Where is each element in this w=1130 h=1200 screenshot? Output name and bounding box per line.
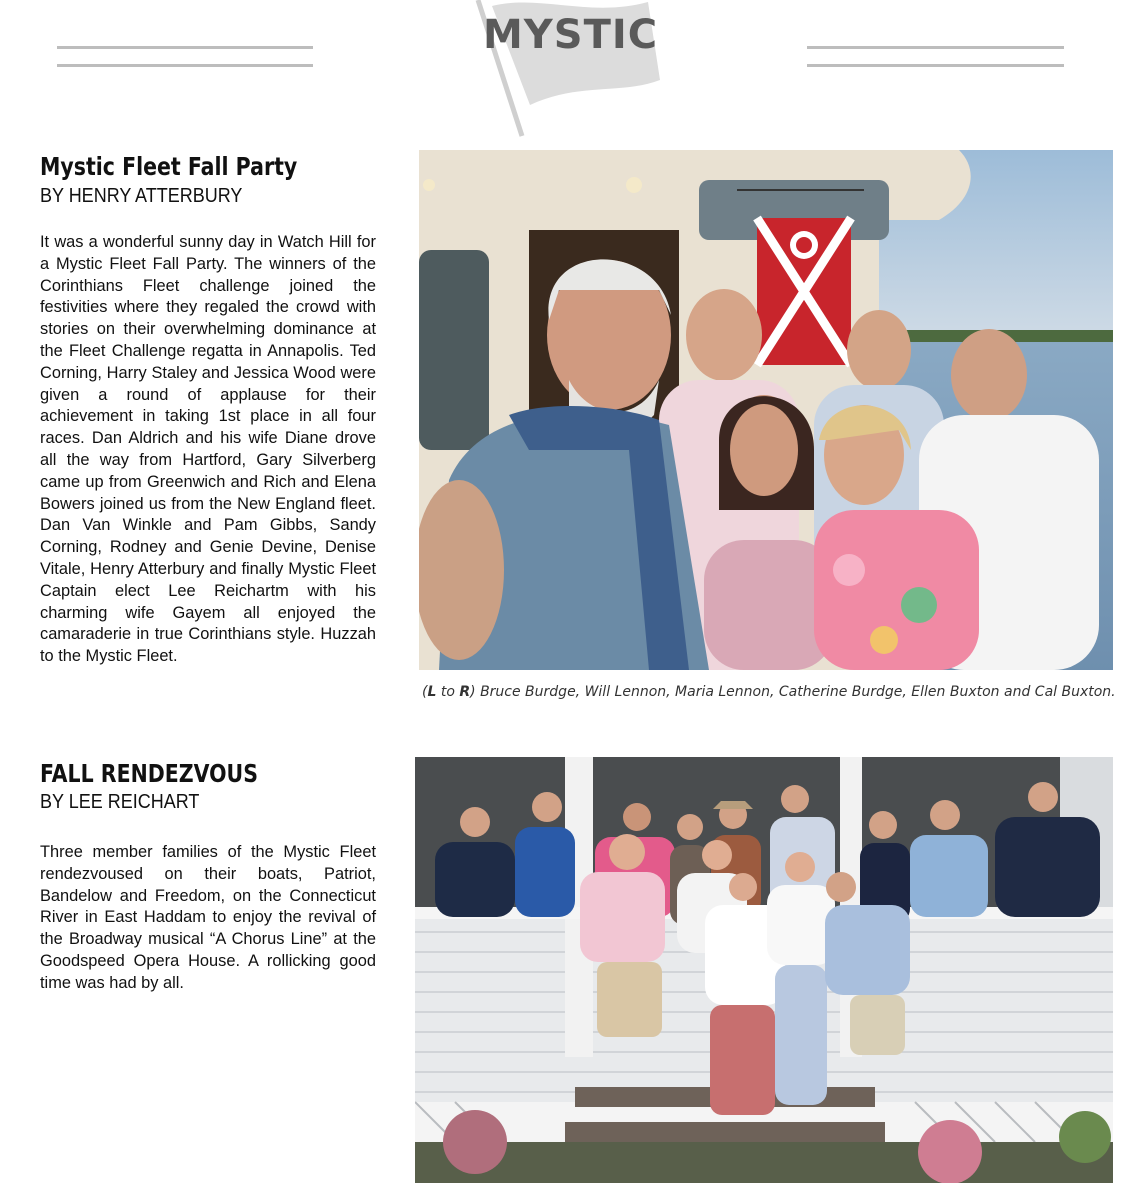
article-byline: BY HENRY ATTERBURY xyxy=(40,185,243,207)
caption-to-word: to xyxy=(440,684,455,700)
caption-left-letter: L xyxy=(427,684,437,700)
caption-right-letter: R xyxy=(459,684,471,700)
party-photo xyxy=(419,150,1113,670)
caption-names: Bruce Burdge, Will Lennon, Maria Lennon, Catherine Burdge, Ellen Buxton and Cal Buxton. xyxy=(480,684,1116,700)
masthead-title: MYSTIC xyxy=(483,12,659,58)
header-rule-left-top xyxy=(57,46,313,49)
page-header xyxy=(0,0,1130,140)
header-rule-right-bottom xyxy=(807,64,1064,67)
article-title: Mystic Fleet Fall Party xyxy=(40,152,298,181)
header-rule-left-bottom xyxy=(57,64,313,67)
photo-caption: (L to R) Bruce Burdge, Will Lennon, Maria Lennon, Catherine Burdge, Ellen Buxton and Cal Buxton. xyxy=(422,684,1116,700)
article-body: It was a wonderful sunny day in Watch Hill for a Mystic Fleet Fall Party. The winners of the Corinthians Fleet challenge joined the festivities where they regaled the crowd with stories on their overwhelming dominance at the Fleet Challenge regatta in Annapolis. Ted Corning, Harry Staley and Jessica Wood were given a round of applause for their achievement in taking 1st place in all four races. Dan Aldrich and his wife Diane drove all the way from Hartford, Gary Silverberg came up from Greenwich and Rich and Elena Bowers joined us from the New England fleet. Dan Van Winkle and Pam Gibbs, Sandy Corning, Rodney and Genie Devine, Denise Vitale, Henry Atterbury and finally Mystic Fleet Captain elect Lee Reichartm with his charming wife Gayem all enjoyed the camaraderie in true Corinthians style. Huzzah to the Mystic Fleet. xyxy=(40,233,376,666)
rendezvous-photo xyxy=(415,757,1113,1183)
header-rule-right-top xyxy=(807,46,1064,49)
article-byline: BY LEE REICHART xyxy=(40,791,200,813)
article-body: Three member families of the Mystic Fleet rendezvoused on their boats, Patriot, Bandelow and Freedom, on the Connecticut River in East Haddam to enjoy the revival of the Broadway musical “A Chorus Line” at the Goodspeed Opera House. A rollicking good time was had by all. xyxy=(40,843,376,992)
article-title: FALL RENDEZVOUS xyxy=(40,759,258,788)
